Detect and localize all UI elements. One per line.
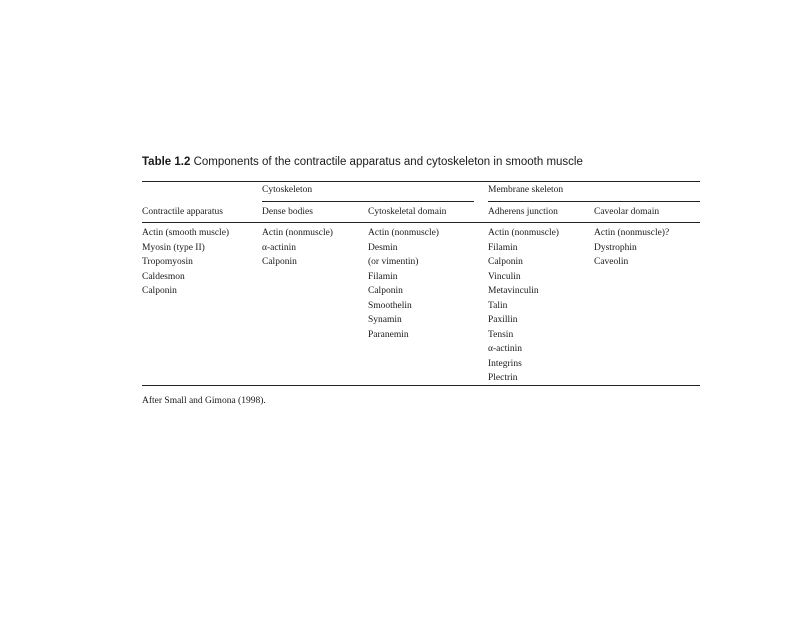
table-cell: Calponin xyxy=(262,257,297,267)
table-cell: Actin (smooth muscle) xyxy=(142,228,230,238)
header-rule xyxy=(142,222,700,223)
table-cell: Caveolin xyxy=(594,257,629,267)
table-cell: Myosin (type II) xyxy=(142,242,205,253)
column-adherens-junction xyxy=(488,226,559,386)
table-cell: Paranemin xyxy=(368,329,409,340)
column-header-adherens-junction: Adherens junction xyxy=(488,207,558,217)
bottom-rule xyxy=(142,385,700,386)
table-cell: Actin (nonmuscle)? xyxy=(594,228,670,238)
membrane-skeleton-group-rule xyxy=(488,201,700,202)
table-cell: Tropomyosin xyxy=(142,257,193,267)
table-cell: Tensin xyxy=(488,329,514,340)
table-cell: Dystrophin xyxy=(594,242,637,253)
table-cell: Synamin xyxy=(368,315,402,325)
table-cell: α-actinin xyxy=(262,242,296,253)
column-caveolar-domain xyxy=(594,226,669,270)
table-cell: Actin (nonmuscle) xyxy=(488,228,559,238)
table-cell: Calponin xyxy=(368,286,403,296)
table-cell: α-actinin xyxy=(488,344,522,354)
group-header-cytoskeleton: Cytoskeleton xyxy=(262,185,313,195)
top-rule xyxy=(142,181,700,182)
table-title: Components of the contractile apparatus and cytoskeleton in smooth muscle xyxy=(193,156,583,168)
table-cell: Actin (nonmuscle) xyxy=(262,228,333,238)
table-cell: Calponin xyxy=(142,286,177,296)
table-cell: (or vimentin) xyxy=(368,257,419,267)
table-cell: Desmin xyxy=(368,242,398,253)
table-caption xyxy=(142,156,583,168)
table-cell: Caldesmon xyxy=(142,271,185,282)
column-header-dense-bodies: Dense bodies xyxy=(262,207,313,217)
table-cell: Actin (nonmuscle) xyxy=(368,228,439,238)
table-cell: Filamin xyxy=(488,242,518,253)
table-cell: Smoothelin xyxy=(368,300,412,311)
table-footnote: After Small and Gimona (1998). xyxy=(142,396,266,406)
table-cell: Talin xyxy=(488,300,508,311)
column-header-cytoskeletal-domain: Cytoskeletal domain xyxy=(368,207,447,217)
table-cell: Plectrin xyxy=(488,373,518,383)
table-cell: Metavinculin xyxy=(488,286,539,296)
table-cell: Integrins xyxy=(488,358,522,369)
table-number: Table 1.2 xyxy=(142,156,191,168)
group-header-membrane-skeleton: Membrane skeleton xyxy=(488,185,564,195)
column-header-caveolar-domain: Caveolar domain xyxy=(594,207,660,217)
table-cell: Paxillin xyxy=(488,315,518,325)
column-cytoskeletal-domain xyxy=(368,226,439,342)
column-contractile-apparatus xyxy=(142,226,229,299)
table-cell: Filamin xyxy=(368,271,398,282)
table-cell: Vinculin xyxy=(488,271,521,282)
table-cell: Calponin xyxy=(488,257,523,267)
column-dense-bodies xyxy=(262,226,333,270)
cytoskeleton-group-rule xyxy=(262,201,474,202)
column-header-contractile-apparatus: Contractile apparatus xyxy=(142,207,223,217)
